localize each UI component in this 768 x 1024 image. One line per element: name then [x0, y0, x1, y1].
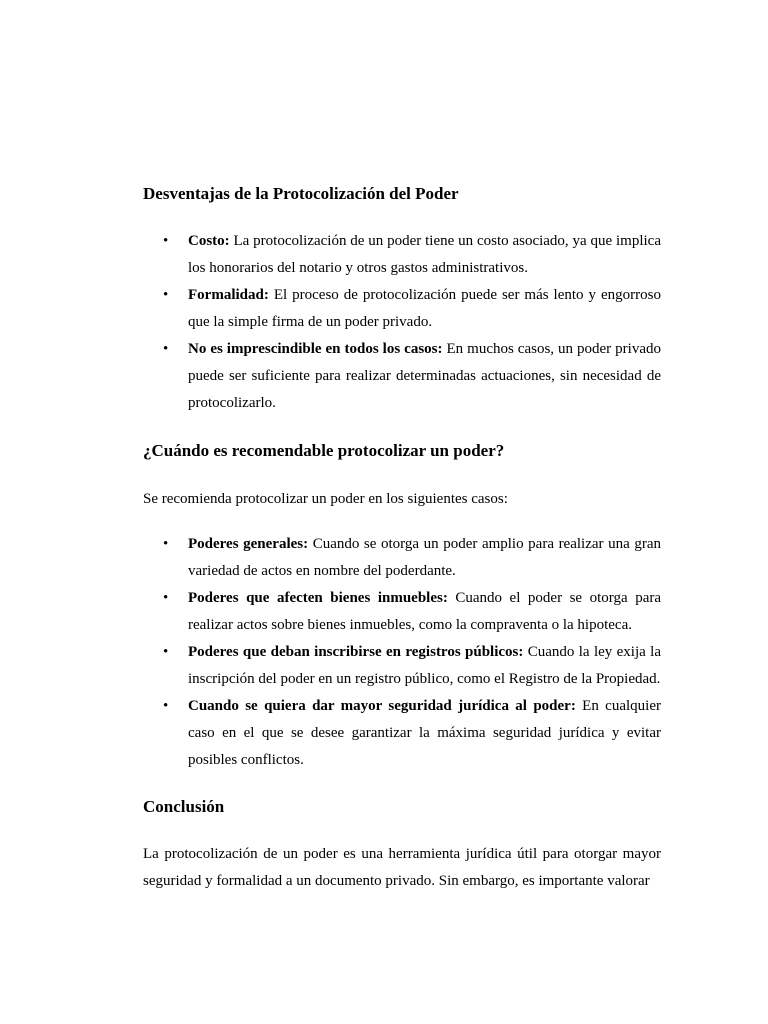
heading-conclusion: Conclusión — [143, 797, 225, 816]
bullet-icon: • — [163, 536, 169, 552]
list-item — [143, 336, 661, 417]
cuando-intro: Se recomienda protocolizar un poder en los siguientes casos: — [143, 491, 508, 507]
bullet-icon: • — [163, 287, 169, 303]
list-item-text: En muchos casos, un poder privado puede ser suficiente para realizar determinadas actuaciones, sin necesidad de protocolizarlo. — [188, 341, 661, 411]
list-item — [143, 693, 661, 774]
bullet-icon: • — [163, 233, 169, 249]
list-item — [143, 585, 661, 639]
bullet-icon: • — [163, 590, 169, 606]
list-item-text: En cualquier caso en el que se desee garantizar la máxima seguridad jurídica y evitar posibles conflictos. — [188, 698, 661, 768]
list-item-term: Poderes que deban inscribirse en registros públicos: — [188, 644, 524, 660]
bullet-icon: • — [163, 644, 169, 660]
list-item-term: Poderes que afecten bienes inmuebles: — [188, 590, 448, 606]
list-item-term: Cuando se quiera dar mayor seguridad jurídica al poder: — [188, 698, 576, 714]
list-item — [143, 228, 661, 282]
cuando-list — [143, 531, 661, 774]
heading-cuando: ¿Cuándo es recomendable protocolizar un poder? — [143, 441, 505, 460]
desventajas-list — [143, 228, 661, 417]
heading-desventajas: Desventajas de la Protocolización del Poder — [143, 184, 459, 203]
bullet-icon: • — [163, 341, 169, 357]
document-page — [143, 182, 661, 895]
conclusion-paragraph: La protocolización de un poder es una herramienta jurídica útil para otorgar mayor seguridad y formalidad a un documento privado. Sin embargo, es importante valorar — [143, 846, 661, 889]
list-item — [143, 639, 661, 693]
list-item-text: La protocolización de un poder tiene un costo asociado, ya que implica los honorarios del notario y otros gastos administrativos. — [188, 233, 661, 276]
list-item-term: Poderes generales: — [188, 536, 309, 552]
bullet-icon: • — [163, 698, 169, 714]
list-item-text: Cuando la ley exija la inscripción del poder en un registro público, como el Registro de la Propiedad. — [188, 644, 661, 687]
list-item-text: Cuando se otorga un poder amplio para realizar una gran variedad de actos en nombre del poderdante. — [188, 536, 661, 579]
list-item-text: Cuando el poder se otorga para realizar actos sobre bienes inmuebles, como la compraventa o la hipoteca. — [188, 590, 662, 633]
list-item-text: El proceso de protocolización puede ser más lento y engorroso que la simple firma de un poder privado. — [188, 287, 661, 330]
list-item-term: Formalidad: — [188, 287, 269, 303]
list-item — [143, 531, 661, 585]
list-item-term: No es imprescindible en todos los casos: — [188, 341, 443, 357]
list-item-term: Costo: — [188, 233, 230, 249]
list-item — [143, 282, 661, 336]
